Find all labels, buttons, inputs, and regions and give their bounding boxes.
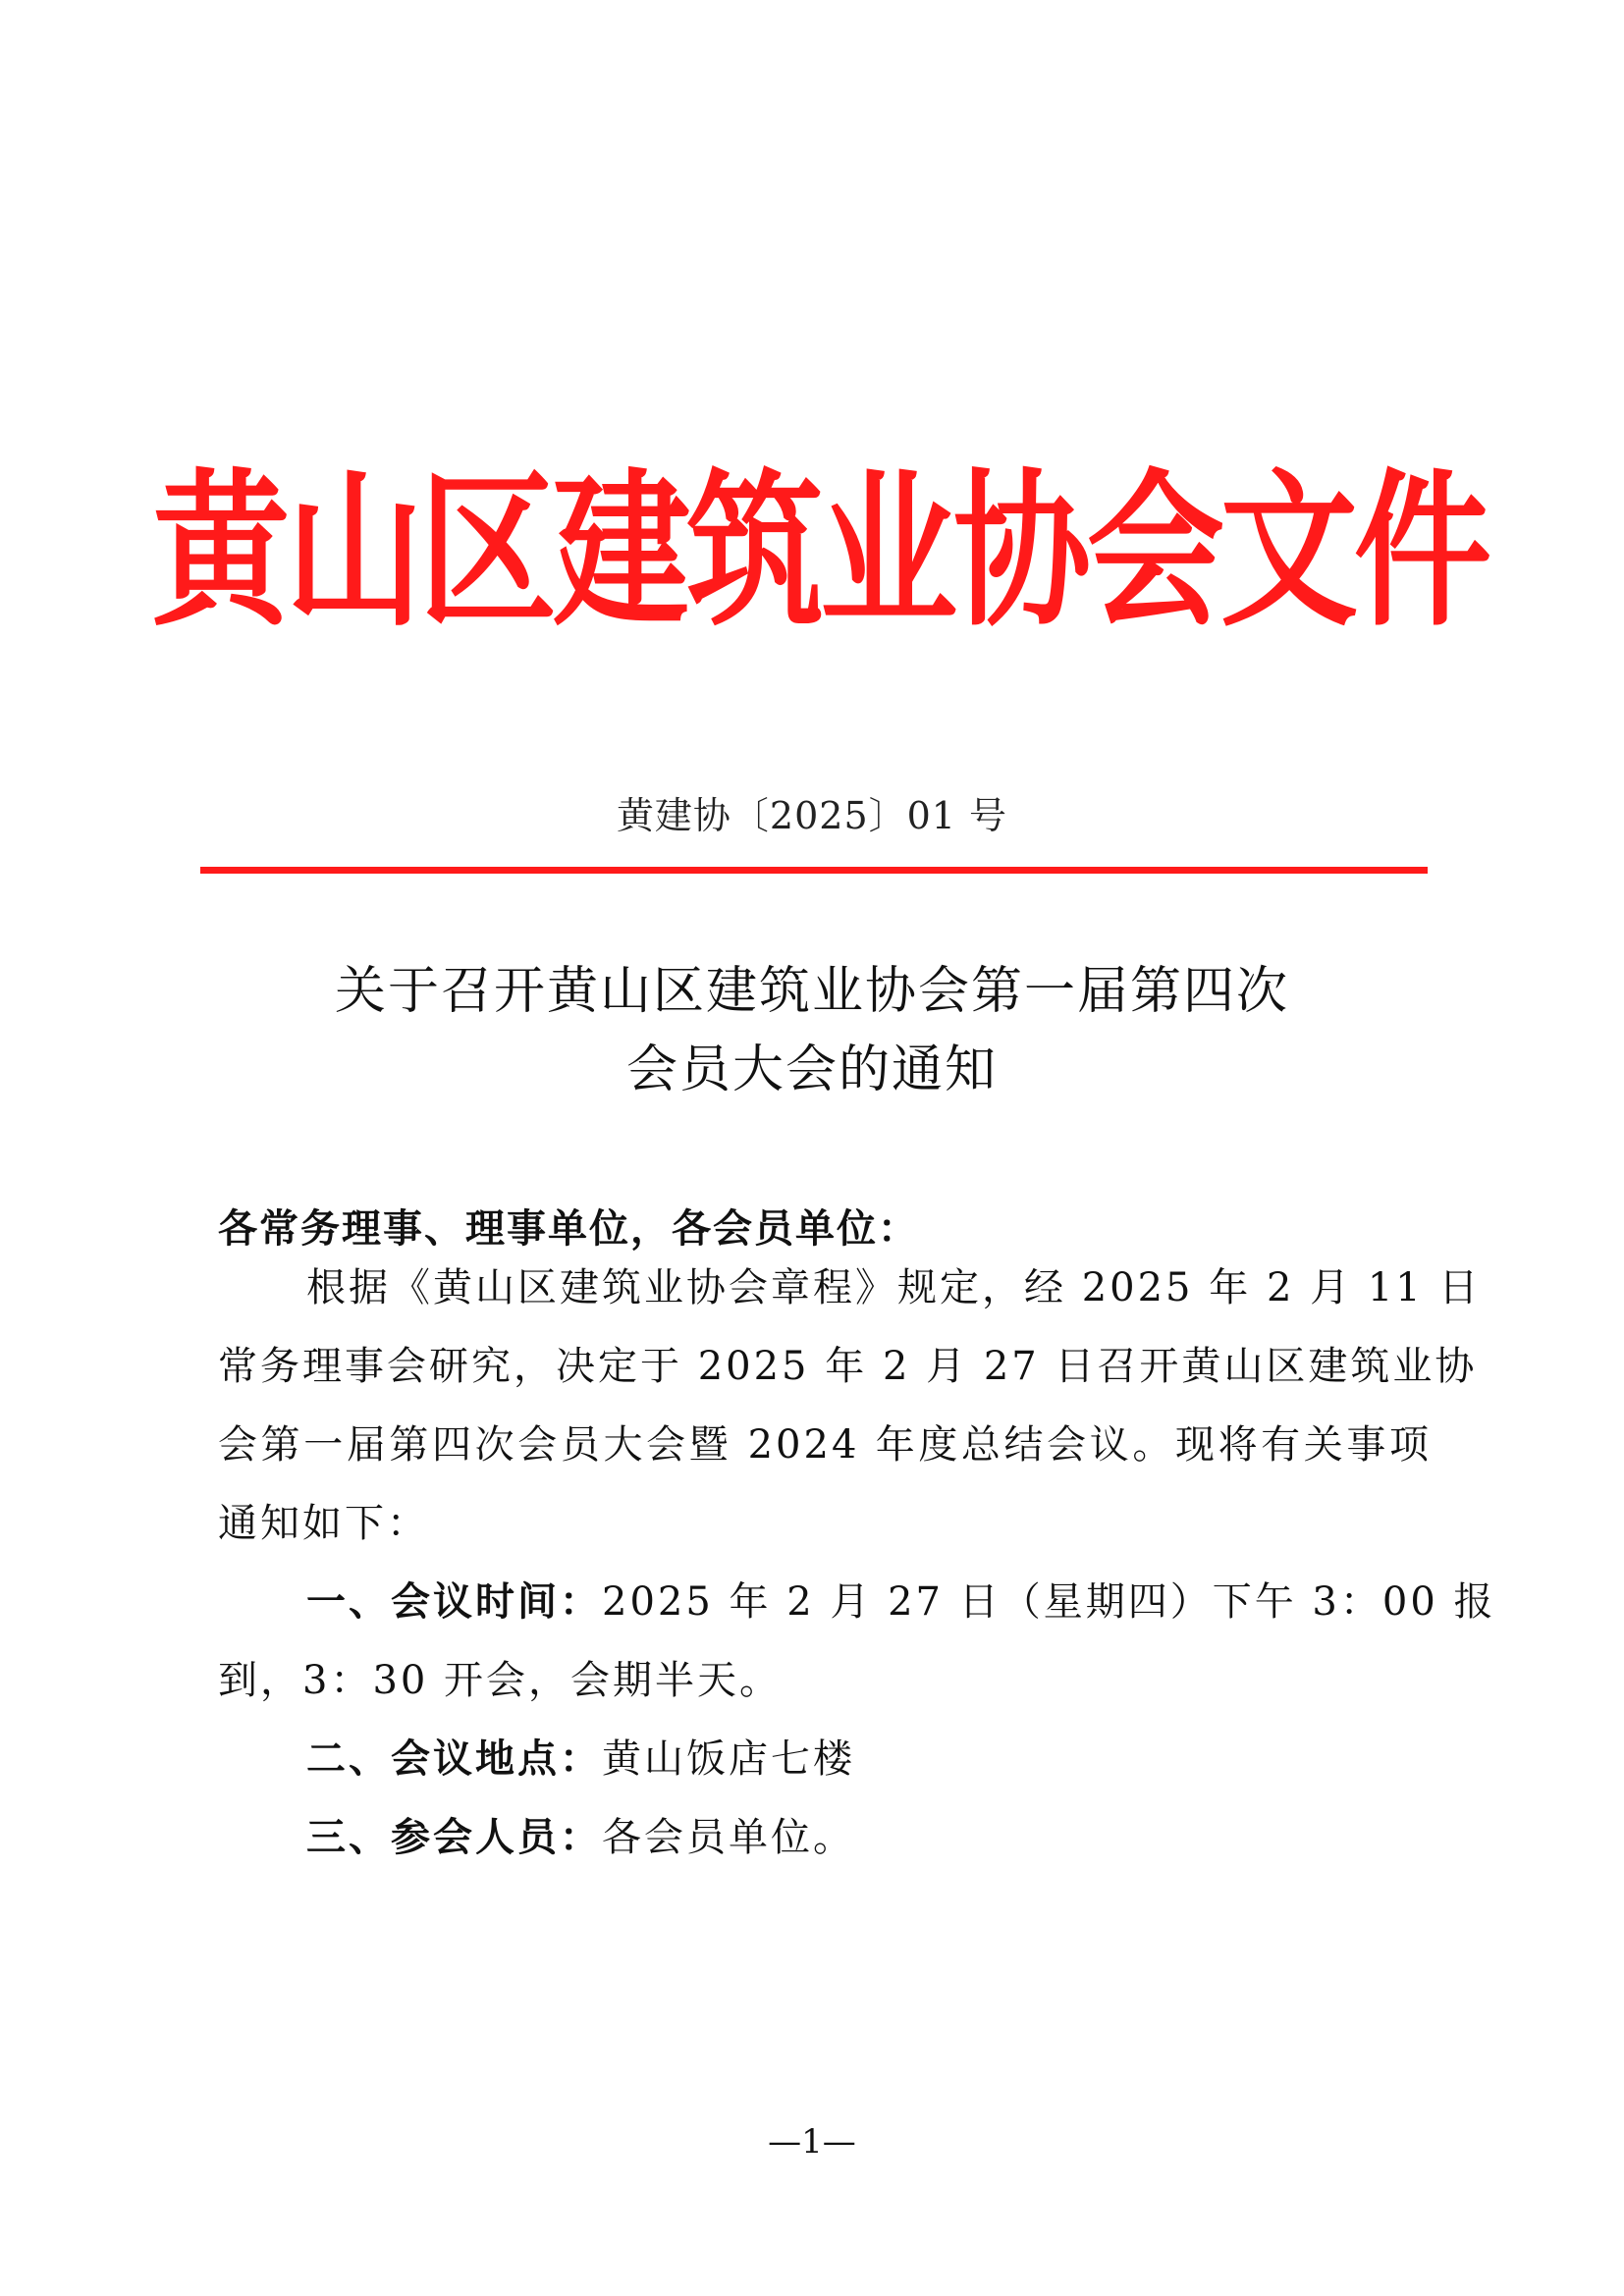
- item-text: 2025 年 2 月 27 日（星期四）下午 3：00 报: [602, 1579, 1496, 1625]
- organization-header: 黄山区建筑业协会文件: [151, 454, 1488, 651]
- item-attendees: [306, 1806, 1432, 1862]
- item-label: 二、会议地点：: [306, 1736, 602, 1782]
- item-text: 黄山饭店七楼: [602, 1736, 855, 1782]
- body-paragraph-line: 通知如下：: [218, 1501, 429, 1546]
- item-meeting-time-continued: 到，3：30 开会，会期半天。: [218, 1658, 783, 1703]
- notice-title-line-2: 会员大会的通知: [625, 1041, 998, 1099]
- document-number: 黄建协〔2025〕01 号: [616, 794, 1008, 837]
- item-text: 各会员单位。: [602, 1815, 855, 1860]
- item-meeting-time: [306, 1571, 1496, 1627]
- body-paragraph-line: 会第一届第四次会员大会暨 2024 年度总结会议。现将有关事项: [218, 1422, 1432, 1468]
- page-number: —1—: [768, 2122, 856, 2162]
- red-divider-line: [200, 867, 1428, 874]
- body-paragraph-line: 根据《黄山区建筑业协会章程》规定，经 2025 年 2 月 11 日: [306, 1265, 1482, 1310]
- notice-title-line-1: 关于召开黄山区建筑业协会第一届第四次: [334, 962, 1289, 1021]
- salutation: 各常务理事、理事单位，各会员单位：: [218, 1206, 919, 1252]
- item-label: 三、参会人员：: [306, 1815, 602, 1860]
- item-meeting-location: [306, 1728, 1432, 1784]
- item-label: 一、会议时间：: [306, 1579, 602, 1625]
- body-paragraph-line: 常务理事会研究，决定于 2025 年 2 月 27 日召开黄山区建筑业协: [218, 1344, 1478, 1389]
